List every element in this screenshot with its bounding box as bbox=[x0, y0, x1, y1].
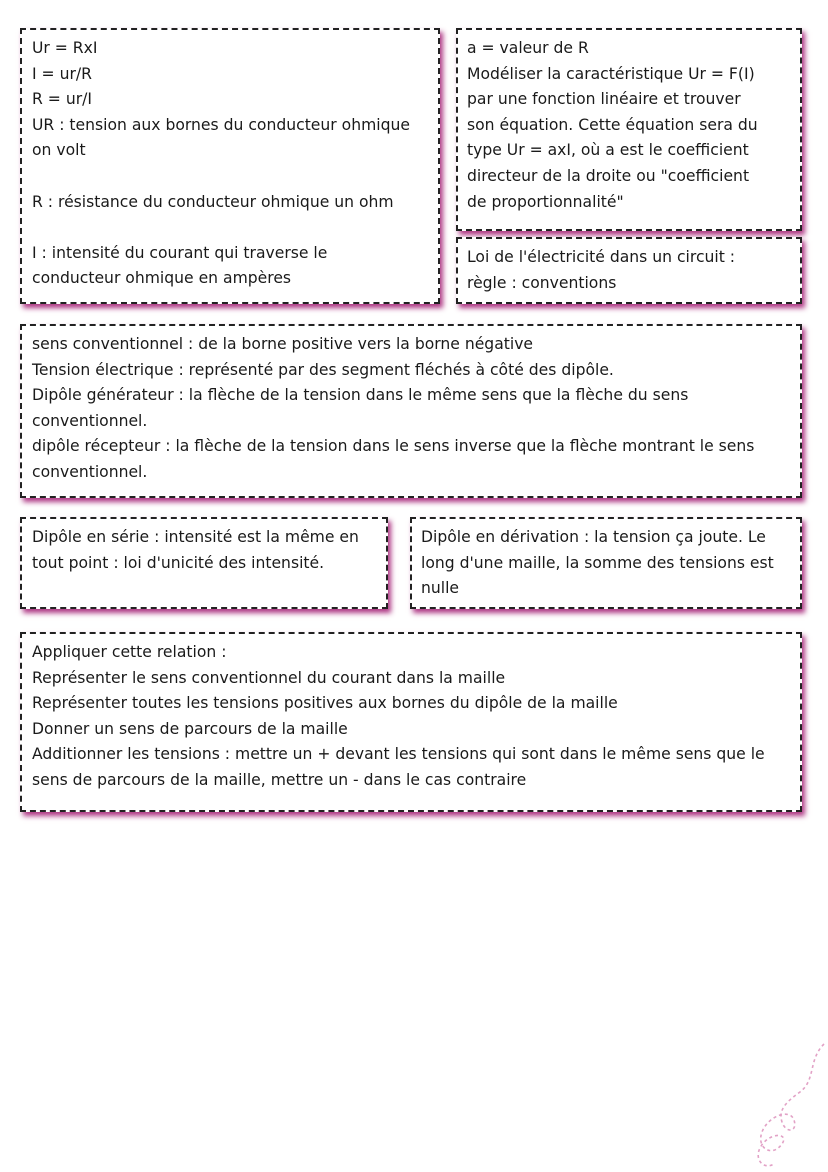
text-line: I : intensité du courant qui traverse le bbox=[32, 243, 328, 262]
text-line: par une fonction linéaire et trouver bbox=[467, 90, 741, 109]
text-line: conventionnel. bbox=[32, 462, 148, 481]
text-line: nulle bbox=[421, 579, 460, 598]
text-line: Additionner les tensions : mettre un + devant les tensions qui sont dans le même sens que le bbox=[32, 745, 765, 764]
text-line: Modéliser la caractéristique Ur = F(I) bbox=[467, 64, 755, 83]
text-line: sens conventionnel : de la borne positive vers la borne négative bbox=[32, 335, 534, 353]
text-line: directeur de la droite ou "coefficient bbox=[467, 166, 750, 185]
card-circuit-law bbox=[456, 237, 802, 304]
card-linear-model bbox=[456, 28, 802, 231]
text-line: long d'une maille, la somme des tensions est bbox=[421, 553, 774, 572]
text-line bbox=[32, 215, 430, 241]
text-line bbox=[32, 164, 430, 190]
text-line: Dipôle en dérivation : la tension ça joute. Le bbox=[421, 528, 766, 546]
text-line: Représenter toutes les tensions positives aux bornes du dipôle de la maille bbox=[32, 694, 618, 713]
text-line: Dipôle en série : intensité est la même en bbox=[32, 528, 359, 546]
card-parallel-dipole bbox=[410, 517, 802, 609]
text-line: I = ur/R bbox=[32, 64, 92, 83]
text-line: conventionnel. bbox=[32, 411, 148, 430]
card-ohm-law bbox=[20, 28, 440, 304]
text-line: Dipôle générateur : la flèche de la tension dans le même sens que la flèche du sens bbox=[32, 386, 689, 405]
card-series-dipole bbox=[20, 517, 388, 609]
text-line: Ur = RxI bbox=[32, 39, 98, 57]
text-line: Loi de l'électricité dans un circuit : bbox=[467, 248, 736, 266]
text-line: R : résistance du conducteur ohmique un ohm bbox=[32, 192, 394, 211]
text-line: tout point : loi d'unicité des intensité. bbox=[32, 553, 325, 572]
text-line: Donner un sens de parcours de la maille bbox=[32, 719, 348, 738]
text-line: Tension électrique : représenté par des segment fléchés à côté des dipôle. bbox=[32, 360, 614, 379]
text-line: Appliquer cette relation : bbox=[32, 643, 227, 661]
card-conventions bbox=[20, 324, 802, 498]
text-line: conducteur ohmique en ampères bbox=[32, 269, 292, 288]
text-line: UR : tension aux bornes du conducteur ohmique bbox=[32, 115, 410, 134]
card-loop-method bbox=[20, 632, 802, 812]
text-line: Représenter le sens conventionnel du courant dans la maille bbox=[32, 668, 506, 687]
text-line: de proportionnalité" bbox=[467, 192, 624, 211]
text-line: règle : conventions bbox=[467, 273, 617, 292]
text-line: a = valeur de R bbox=[467, 39, 589, 57]
text-line: type Ur = axI, où a est le coefficient bbox=[467, 141, 749, 160]
text-line: son équation. Cette équation sera du bbox=[467, 115, 758, 134]
text-line: on volt bbox=[32, 141, 86, 160]
swirl-doodle-decoration bbox=[738, 1040, 828, 1172]
text-line: sens de parcours de la maille, mettre un - dans le cas contraire bbox=[32, 770, 527, 789]
text-line: R = ur/I bbox=[32, 90, 92, 109]
text-line: dipôle récepteur : la flèche de la tension dans le sens inverse que la flèche montrant le sens bbox=[32, 437, 755, 456]
